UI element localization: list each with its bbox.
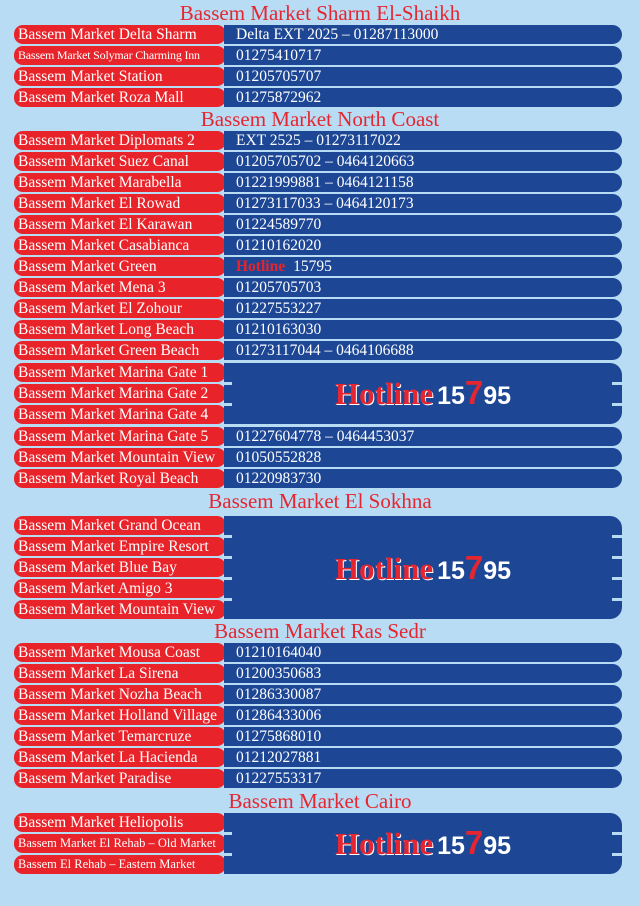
- branch-phone: 01205705707: [224, 67, 622, 86]
- branch-phone: 01212027881: [224, 748, 622, 767]
- branch-phone: 01200350683: [224, 664, 622, 683]
- branch-name: Bassem Market Green Beach: [14, 341, 226, 360]
- branch-phone: 01221999881 – 0464121158: [224, 173, 622, 192]
- branch-name: Bassem Market Grand Ocean: [14, 516, 226, 535]
- branch-row: [14, 643, 622, 662]
- branch-phone: 01205705703: [224, 278, 622, 297]
- branch-name: Bassem Market Solymar Charming Inn: [14, 46, 226, 65]
- branch-row: [14, 405, 226, 424]
- branch-name: Bassem Market La Sirena: [14, 664, 226, 683]
- branch-name: Bassem Market Empire Resort: [14, 537, 226, 556]
- branch-name: Bassem Market Temarcruze: [14, 727, 226, 746]
- branch-phone: 01224589770: [224, 215, 622, 234]
- branch-row: [14, 299, 622, 318]
- branch-row: [14, 448, 622, 467]
- branch-row: [14, 152, 622, 171]
- branch-name: Bassem Market El Zohour: [14, 299, 226, 318]
- hotline-block-sokhna: [224, 516, 622, 619]
- branch-row: [14, 706, 622, 725]
- branch-row: [14, 579, 226, 598]
- branch-phone: 01275868010: [224, 727, 622, 746]
- branch-row: [14, 131, 622, 150]
- branch-name: Bassem Market Marabella: [14, 173, 226, 192]
- branch-row: [14, 834, 226, 853]
- branch-name: Bassem Market Blue Bay: [14, 558, 226, 577]
- section-title-cairo: Bassem Market Cairo: [228, 789, 412, 813]
- branch-phone: 01286433006: [224, 706, 622, 725]
- branch-name: Bassem Market Paradise: [14, 769, 226, 788]
- branch-name: Bassem Market El Rehab – Old Market: [14, 834, 226, 853]
- branch-phone: 01050552828: [224, 448, 622, 467]
- branch-phone: 01273117044 – 0464106688: [224, 341, 622, 360]
- branch-row: [14, 215, 622, 234]
- branch-name: Bassem Market Green: [14, 257, 226, 276]
- branch-row: [14, 363, 226, 382]
- hotline-banner: Hotline 15795: [334, 824, 512, 861]
- hotline-banner: Hotline 15795: [334, 374, 512, 411]
- branch-name: Bassem Market Mena 3: [14, 278, 226, 297]
- branch-name: Bassem El Rehab – Eastern Market: [14, 855, 226, 874]
- branch-phone-hotline: [224, 257, 622, 276]
- branch-row: [14, 664, 622, 683]
- branch-row: [14, 558, 226, 577]
- branch-name: Bassem Market La Hacienda: [14, 748, 226, 767]
- branch-phone: 01275410717: [224, 46, 622, 65]
- branch-name: Bassem Market Suez Canal: [14, 152, 226, 171]
- section-title-north-coast: Bassem Market North Coast: [200, 107, 440, 131]
- branch-phone: 01210164040: [224, 643, 622, 662]
- branch-row: [14, 194, 622, 213]
- branch-name: Bassem Market Holland Village: [14, 706, 226, 725]
- branch-row: [14, 46, 622, 65]
- branch-phone: Delta EXT 2025 – 01287113000: [224, 25, 622, 44]
- branch-row: [14, 855, 226, 874]
- branch-phone: 01205705702 – 0464120663: [224, 152, 622, 171]
- branch-name: Bassem Market Diplomats 2: [14, 131, 226, 150]
- branch-name: Bassem Market Amigo 3: [14, 579, 226, 598]
- branch-name: Bassem Market El Karawan: [14, 215, 226, 234]
- branch-name: Bassem Market Marina Gate 2: [14, 384, 226, 403]
- section-title-sharm: Bassem Market Sharm El-Shaikh: [179, 1, 461, 25]
- branch-row: [14, 257, 622, 276]
- branch-name: Bassem Market Heliopolis: [14, 813, 226, 832]
- branch-name: Bassem Market Casabianca: [14, 236, 226, 255]
- hotline-number: 15795: [293, 258, 332, 275]
- branch-name: Bassem Market Royal Beach: [14, 469, 226, 488]
- branch-name: Bassem Market Roza Mall: [14, 88, 226, 107]
- branch-name: Bassem Market Marina Gate 5: [14, 427, 226, 446]
- branch-phone: 01210163030: [224, 320, 622, 339]
- section-title-sokhna: Bassem Market El Sokhna: [208, 489, 432, 513]
- hotline-label: Hotline: [236, 258, 286, 275]
- branch-phone: 01227604778 – 0464453037: [224, 427, 622, 446]
- branch-row: [14, 748, 622, 767]
- branch-name: Bassem Market Mountain View: [14, 600, 226, 619]
- branch-phone: 01210162020: [224, 236, 622, 255]
- branch-phone: 01273117033 – 0464120173: [224, 194, 622, 213]
- branch-row: [14, 173, 622, 192]
- branch-name: Bassem Market El Rowad: [14, 194, 226, 213]
- branch-row: [14, 236, 622, 255]
- branch-row: [14, 25, 622, 44]
- branch-phone: 01275872962: [224, 88, 622, 107]
- branch-name: Bassem Market Marina Gate 1: [14, 363, 226, 382]
- branch-row: [14, 88, 622, 107]
- branch-row: [14, 769, 622, 788]
- branch-row: [14, 427, 622, 446]
- hotline-block-marina: [224, 363, 622, 424]
- branch-phone: 01286330087: [224, 685, 622, 704]
- branch-row: [14, 537, 226, 556]
- branch-name: Bassem Market Delta Sharm: [14, 25, 226, 44]
- branch-name: Bassem Market Long Beach: [14, 320, 226, 339]
- branch-row: [14, 685, 622, 704]
- branch-row: [14, 278, 622, 297]
- branch-row: [14, 516, 226, 535]
- hotline-block-cairo: [224, 813, 622, 874]
- branch-row: [14, 727, 622, 746]
- branch-row: [14, 384, 226, 403]
- branch-row: [14, 600, 226, 619]
- branch-phone: EXT 2525 – 01273117022: [224, 131, 622, 150]
- branch-row: [14, 320, 622, 339]
- branch-row: [14, 813, 226, 832]
- branch-phone: 01220983730: [224, 469, 622, 488]
- hotline-banner: Hotline 15795: [334, 549, 512, 586]
- branch-name: Bassem Market Nozha Beach: [14, 685, 226, 704]
- branch-name: Bassem Market Mountain View: [14, 448, 226, 467]
- branch-row: [14, 469, 622, 488]
- branch-row: [14, 67, 622, 86]
- branch-name: Bassem Market Station: [14, 67, 226, 86]
- section-title-ras-sedr: Bassem Market Ras Sedr: [214, 619, 426, 643]
- branch-name: Bassem Market Mousa Coast: [14, 643, 226, 662]
- branch-name: Bassem Market Marina Gate 4: [14, 405, 226, 424]
- branch-row: [14, 341, 622, 360]
- branch-phone: 01227553317: [224, 769, 622, 788]
- branch-phone: 01227553227: [224, 299, 622, 318]
